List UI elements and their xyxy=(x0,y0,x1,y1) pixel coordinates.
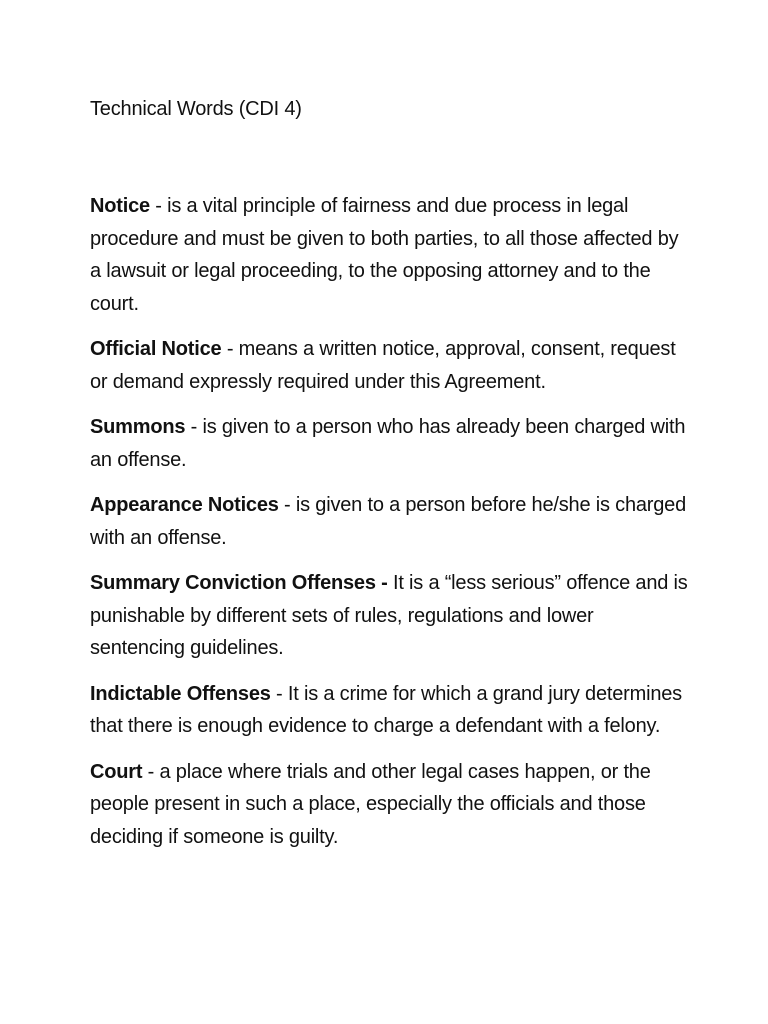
entry-summary-conviction-offenses xyxy=(90,567,690,665)
document-title: Technical Words (CDI 4) xyxy=(90,98,302,120)
definition-summons: is given to a person who has already been charged with an offense. xyxy=(90,416,686,471)
term-appearance-notices: Appearance Notices xyxy=(90,494,279,516)
separator: - xyxy=(270,682,288,705)
document-page xyxy=(90,96,690,866)
definition-official-notice: means a written notice, approval, consent, request or demand expressly required under this Agreement. xyxy=(90,338,676,393)
entry-appearance-notices xyxy=(90,489,690,554)
term-official-notice: Official Notice xyxy=(90,338,222,360)
entry-court xyxy=(90,756,690,854)
separator: - xyxy=(142,760,160,783)
entry-indictable-offenses xyxy=(90,678,690,743)
entry-notice xyxy=(90,190,690,320)
term-summons: Summons xyxy=(90,416,186,438)
entry-summons xyxy=(90,411,690,476)
definition-indictable-offenses: It is a crime for which a grand jury determines that there is enough evidence to charge a defendant with a felony. xyxy=(90,682,682,737)
term-notice: Notice xyxy=(90,195,150,217)
definition-court: a place where trials and other legal cases happen, or the people present in such a place, especially the officials and those deciding if someone is guilty. xyxy=(90,760,651,848)
entry-official-notice xyxy=(90,333,690,398)
definition-notice: is a vital principle of fairness and due process in legal procedure and must be given to both parties, to all those affected by a lawsuit or legal proceeding, to the opposing attorney and to the court. xyxy=(90,195,679,315)
separator: - xyxy=(278,494,296,516)
term-summary-conviction-offenses: Summary Conviction Offenses - xyxy=(90,572,388,594)
separator: - xyxy=(185,416,203,438)
separator: - xyxy=(221,338,239,360)
definition-summary-conviction-offenses: It is a “less serious” offence and is punishable by different sets of rules, regulations and lower sentencing guidelines. xyxy=(90,572,688,659)
term-court: Court xyxy=(90,760,143,783)
term-indictable-offenses: Indictable Offenses xyxy=(90,682,271,705)
separator: - xyxy=(149,195,168,217)
definition-appearance-notices: is given to a person before he/she is charged with an offense. xyxy=(90,494,687,549)
